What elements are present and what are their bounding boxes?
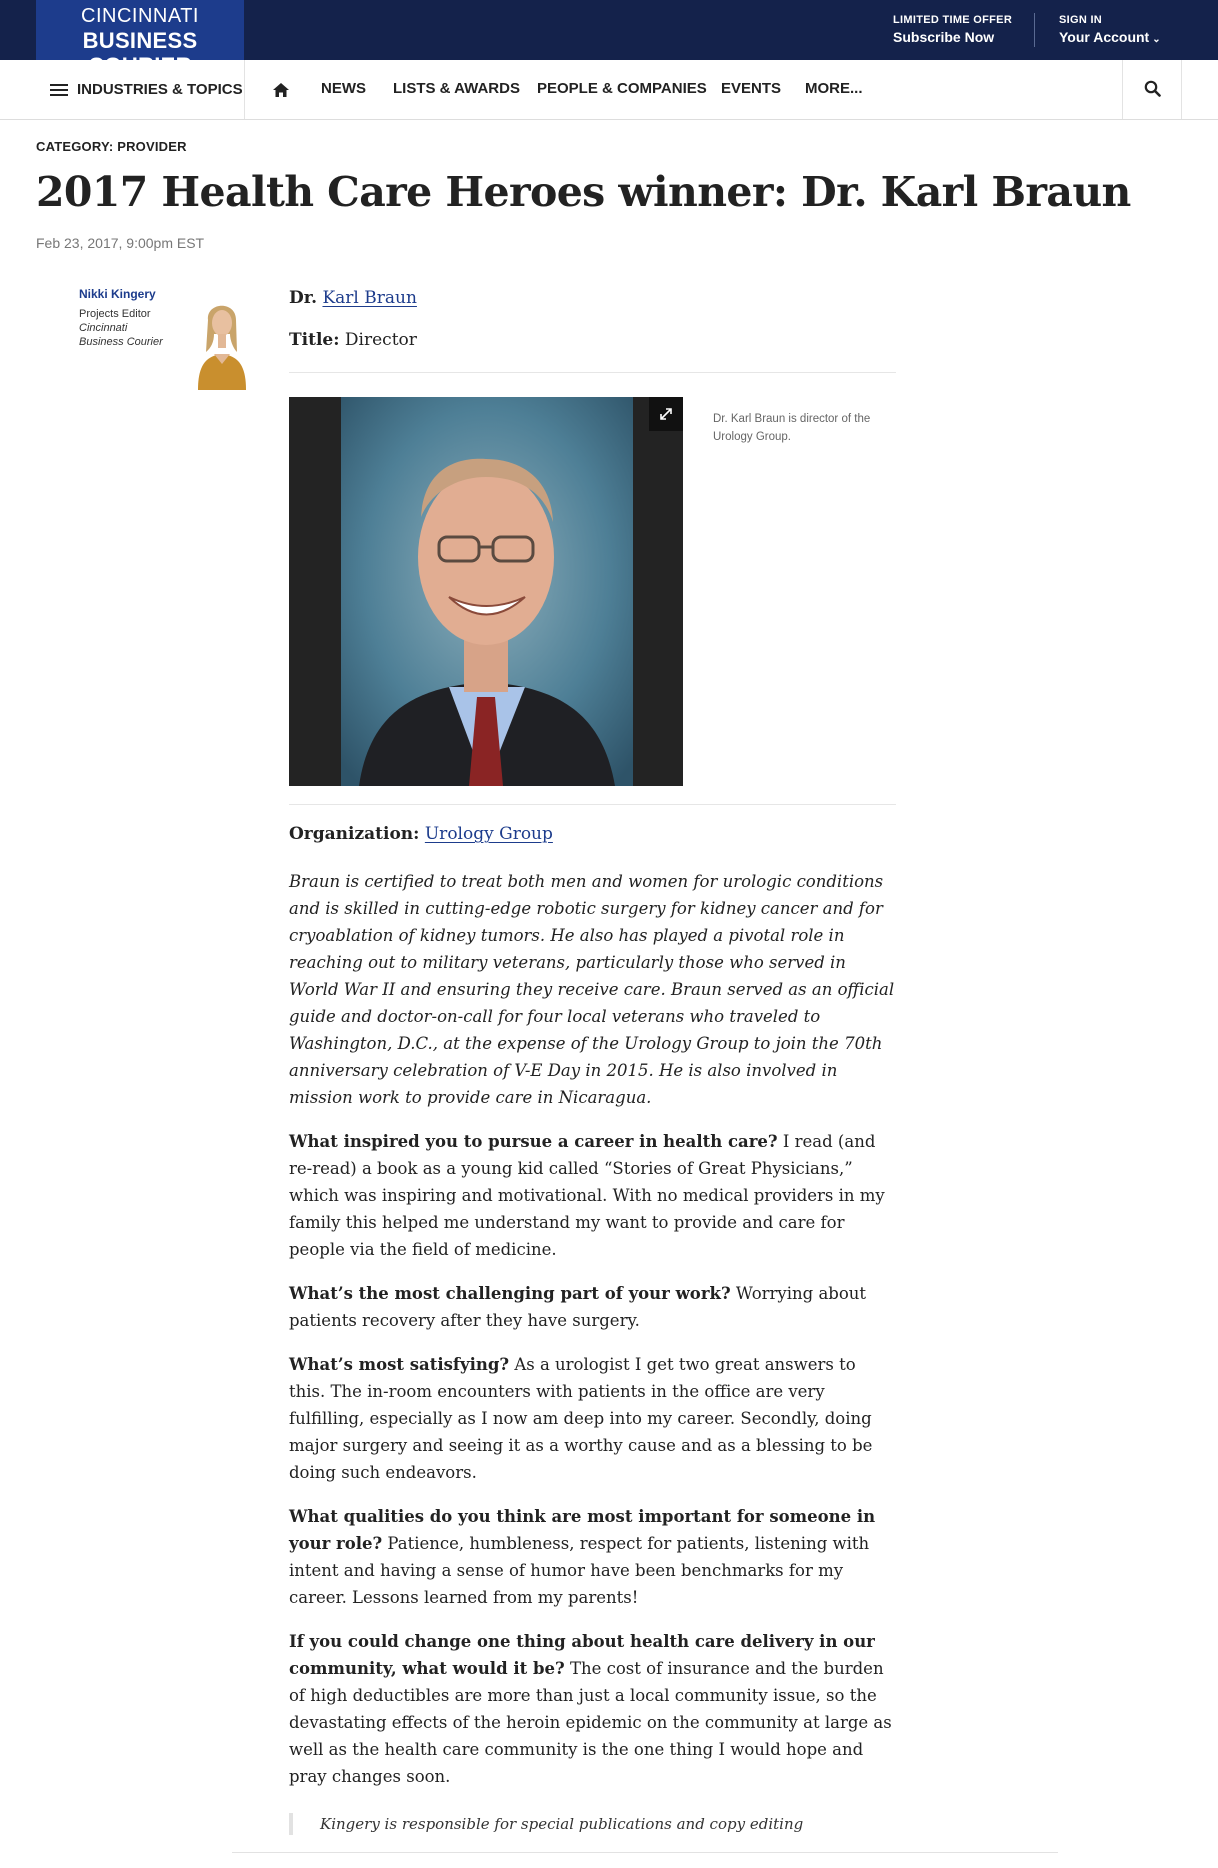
industries-menu-label: INDUSTRIES & TOPICS: [77, 81, 243, 98]
top-bar: [0, 0, 1218, 60]
article-body-top: [289, 288, 896, 373]
account-label: Your Account: [1059, 29, 1150, 45]
nav-item-more[interactable]: MORE...: [805, 80, 863, 97]
logo-line-2: BUSINESS: [82, 28, 198, 53]
intro-paragraph: Braun is certified to treat both men and women for urologic conditions and is skilled in cutting-edge robotic surgery for kidney cancer and for cryoablation of kidney tumors. He also has played a pivotal role in reaching out to military veterans, particularly those who served in World War II and ensuring they receive care. Braun served as an official guide and doctor-on-call for four local veterans who traveled to Washington, D.C., at the expense of the Urology Group to join the 70th anniversary celebration of V-E Day in 2015. He is also involved in mission work to provide care in Nicaragua.: [289, 872, 895, 1107]
logo-line-1: CINCINNATI: [81, 5, 199, 27]
nav-item-events[interactable]: EVENTS: [721, 80, 782, 97]
honoree-prefix: Dr.: [289, 288, 318, 308]
header-divider: [1034, 13, 1035, 47]
qa-paragraph: [289, 1351, 896, 1486]
home-icon[interactable]: [272, 82, 290, 98]
qa-question: What inspired you to pursue a career in health care?: [289, 1132, 778, 1151]
search-icon: [1144, 80, 1161, 97]
qa-paragraph: [289, 1503, 896, 1611]
honoree-photo[interactable]: [289, 397, 683, 786]
nav-item-people-companies[interactable]: PEOPLE & COMPANIES: [537, 80, 707, 97]
main-nav: [0, 60, 1218, 120]
qa-paragraph: [289, 1128, 896, 1263]
subscribe-link[interactable]: [893, 14, 1012, 45]
industries-menu-button[interactable]: [0, 60, 245, 119]
qa-paragraph: [289, 1280, 896, 1334]
offer-label: LIMITED TIME OFFER: [893, 14, 1013, 26]
divider: [289, 372, 896, 373]
hamburger-icon: [50, 84, 68, 96]
nav-item-news[interactable]: NEWS: [321, 80, 366, 97]
author-publication: Business Courier: [79, 336, 163, 348]
qa-question: What’s the most challenging part of your work?: [289, 1284, 731, 1303]
chevron-down-icon: ⌄: [1152, 34, 1161, 45]
divider: [289, 804, 896, 805]
author-avatar[interactable]: [190, 290, 254, 390]
qa-answer: As a urologist I get two great answers to this. The in-room encounters with patients in the office are very fulfilling, especially as I now am deep into my career. Secondly, doing major surgery and seeing it as a worthy cause and as a blessing to be doing such endeavors.: [289, 1355, 873, 1482]
page-title: 2017 Health Care Heroes winner: Dr. Karl Braun: [36, 168, 1131, 216]
qa-question: What qualities do you think are most important for someone in your role?: [289, 1507, 876, 1553]
author-byline: [79, 287, 189, 349]
qa-answer: Patience, humbleness, respect for patients, listening with intent and having a sense of humor have been benchmarks for my career. Lessons learned from my parents!: [289, 1534, 870, 1607]
article-dateline: Feb 23, 2017, 9:00pm EST: [36, 235, 205, 251]
qa-question: If you could change one thing about health care delivery in our community, what would it be?: [289, 1632, 875, 1678]
author-role: Projects Editor: [79, 308, 151, 320]
expand-icon: [649, 397, 683, 431]
org-label: Organization:: [289, 824, 420, 844]
organization-line: [289, 824, 553, 844]
author-bio-note: Kingery is responsible for special publications and copy editing: [289, 1813, 896, 1835]
article-category: CATEGORY: PROVIDER: [36, 139, 187, 154]
honoree-title: [289, 330, 896, 350]
author-publication: Cincinnati: [79, 322, 128, 334]
search-button[interactable]: [1122, 60, 1182, 119]
title-label: Title:: [289, 330, 340, 350]
photo-caption: Dr. Karl Braun is director of the Urology Group.: [713, 413, 871, 443]
honoree-line: [289, 288, 896, 308]
title-value: Director: [344, 330, 417, 350]
org-link[interactable]: Urology Group: [424, 824, 553, 844]
qa-paragraph: [289, 1628, 896, 1790]
site-logo[interactable]: [36, 0, 244, 60]
subscribe-label: Subscribe Now: [893, 29, 995, 45]
divider: [232, 1852, 1058, 1853]
signin-label: SIGN IN: [1059, 14, 1103, 26]
qa-answer: Worrying about patients recovery after they have surgery.: [289, 1284, 867, 1330]
qa-answer: I read (and re-read) a book as a young kid called “Stories of Great Physicians,” which was inspiring and motivational. With no medical providers in my family this helped me understand my want to provide and care for people via the field of medicine.: [289, 1132, 885, 1259]
qa-question: What’s most satisfying?: [289, 1355, 510, 1374]
expand-photo-button[interactable]: [649, 397, 683, 431]
author-name-link[interactable]: Nikki Kingery: [79, 287, 156, 301]
account-menu[interactable]: [1059, 14, 1161, 45]
nav-item-lists-awards[interactable]: LISTS & AWARDS: [393, 80, 520, 97]
qa-answer: The cost of insurance and the burden of high deductibles are more than just a local community issue, so the devastating effects of the heroin epidemic on the community at large as well as the health care community is the one thing I would hope and pray changes soon.: [289, 1659, 892, 1786]
honoree-name-link[interactable]: Karl Braun: [322, 288, 417, 308]
article-body: [289, 868, 896, 1807]
